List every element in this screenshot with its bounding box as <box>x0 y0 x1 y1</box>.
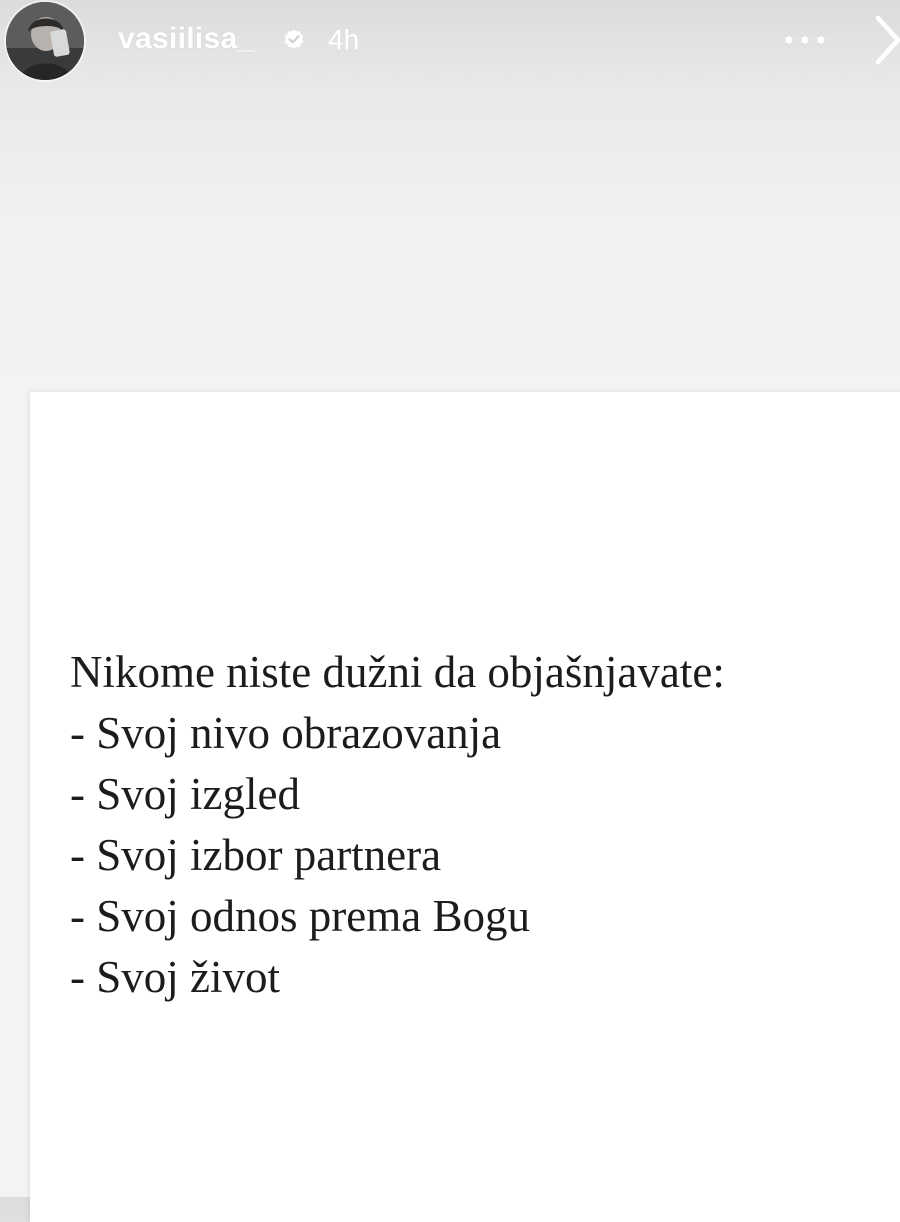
story-header <box>0 0 900 84</box>
story-timestamp: 4h <box>328 24 360 55</box>
quote-list-item: - Svoj odnos prema Bogu <box>70 891 530 941</box>
quote-list-item: - Svoj život <box>70 952 280 1002</box>
quote-heading: Nikome niste dužni da objašnjavate: <box>70 647 725 697</box>
verified-badge-icon <box>282 28 306 52</box>
quote-list-item: - Svoj izgled <box>70 769 300 819</box>
quote-text <box>70 642 900 1008</box>
quote-list-item: - Svoj nivo obrazovanja <box>70 708 502 758</box>
quote-list-item: - Svoj izbor partnera <box>70 830 442 880</box>
quote-card <box>30 392 900 1222</box>
chevron-right-icon[interactable] <box>872 14 900 66</box>
more-dots-icon[interactable] <box>782 30 828 50</box>
username[interactable]: vasiilisa_ <box>118 22 255 55</box>
avatar-photo <box>6 2 84 80</box>
avatar[interactable] <box>6 2 84 80</box>
